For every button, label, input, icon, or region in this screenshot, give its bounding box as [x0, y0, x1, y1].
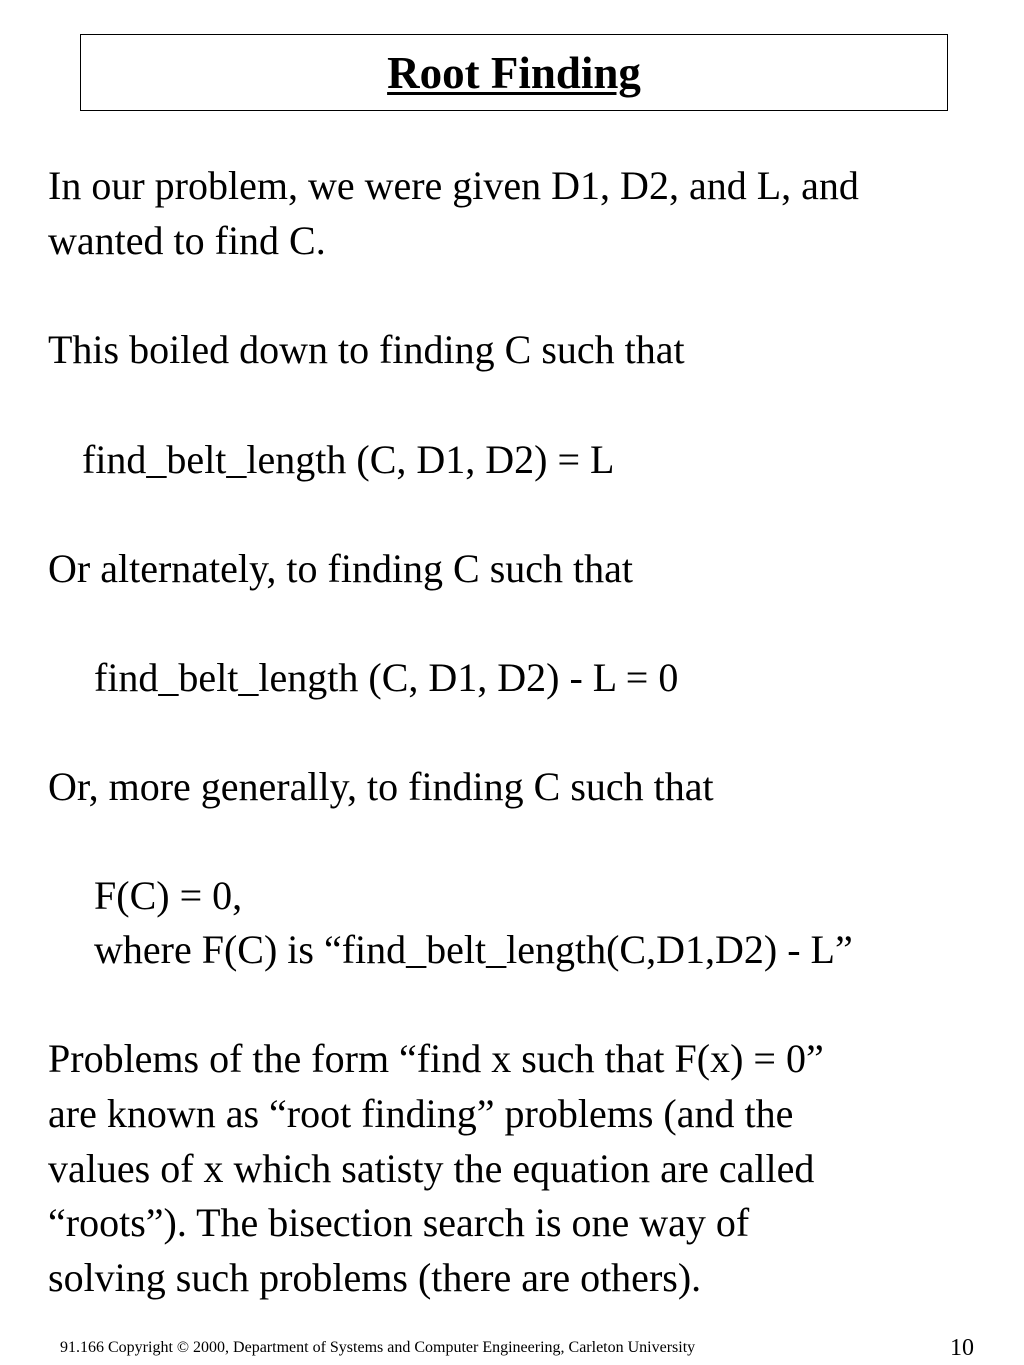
equation-line-3: F(C) = 0,: [94, 873, 243, 918]
equation-line-1: find_belt_length (C, D1, D2) = L: [82, 437, 615, 482]
slide-title: Root Finding: [387, 48, 641, 98]
body-line-10: solving such problems (there are others).: [48, 1255, 702, 1300]
title-box: [80, 34, 948, 111]
body-line-8: values of x which satisty the equation are called: [48, 1146, 815, 1191]
body-line-4: Or alternately, to finding C such that: [48, 546, 634, 591]
body-line-1: In our problem, we were given D1, D2, and L, and: [48, 163, 859, 208]
body-line-9: “roots”). The bisection search is one way of: [48, 1200, 750, 1245]
body-line-5: Or, more generally, to finding C such that: [48, 764, 714, 809]
copyright-footer: 91.166 Copyright © 2000, Department of Systems and Computer Engineering, Carleton University: [60, 1339, 696, 1356]
body-line-3: This boiled down to finding C such that: [48, 327, 685, 372]
body-line-2: wanted to find C.: [48, 218, 326, 263]
equation-line-2: find_belt_length (C, D1, D2) - L = 0: [94, 655, 679, 700]
page-number: 10: [950, 1335, 974, 1361]
body-line-6: Problems of the form “find x such that F(x) = 0”: [48, 1036, 824, 1081]
equation-line-4: where F(C) is “find_belt_length(C,D1,D2) - L”: [94, 927, 853, 972]
body-line-7: are known as “root finding” problems (and the: [48, 1091, 794, 1136]
